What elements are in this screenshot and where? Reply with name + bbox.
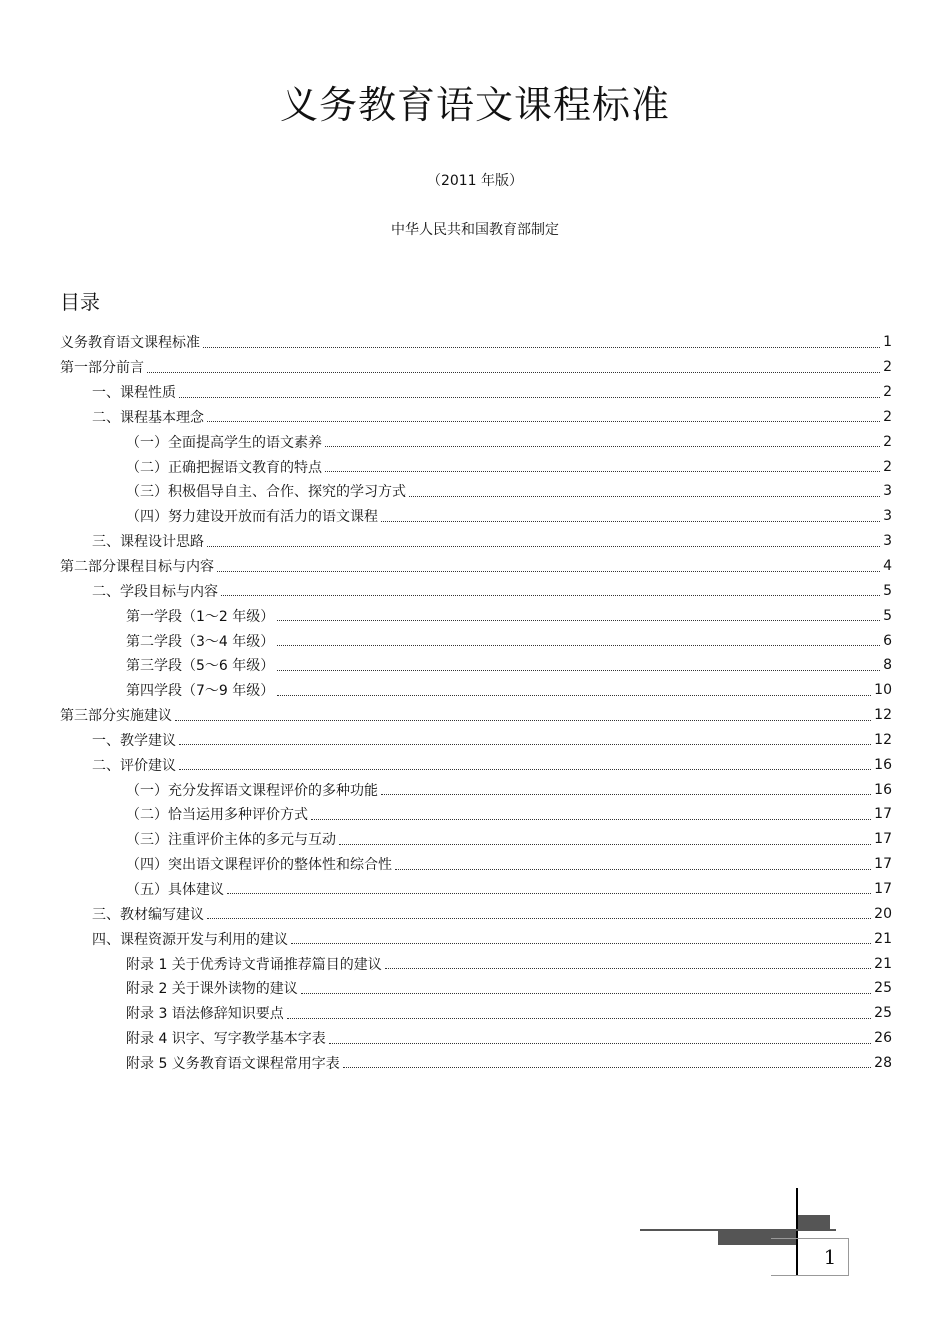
toc-entry-title: （五）具体建议 <box>126 881 224 898</box>
toc-entry-title: 第一部分前言 <box>60 360 144 377</box>
toc-entry[interactable] <box>60 703 892 728</box>
toc-entry-title: 附录 4 识字、写字教学基本字表 <box>126 1031 326 1048</box>
footer-dark-bar-right <box>798 1215 830 1229</box>
toc-entry-title: 二、学段目标与内容 <box>92 583 218 600</box>
toc-dot-leader <box>179 769 871 770</box>
toc-dot-leader <box>381 794 871 795</box>
toc-entry-page: 21 <box>874 955 892 972</box>
toc-entry-title: 第四学段（7～9 年级） <box>126 683 275 700</box>
toc-entry-page: 3 <box>883 508 892 525</box>
toc-entry[interactable] <box>60 951 892 976</box>
toc-entry[interactable] <box>60 777 892 802</box>
toc-entry[interactable] <box>60 653 892 678</box>
publisher-label: 中华人民共和国教育部制定 <box>391 222 559 238</box>
toc-entry-page: 2 <box>883 433 892 450</box>
toc-dot-leader <box>339 844 871 845</box>
toc-entry-page: 20 <box>874 905 892 922</box>
toc-entry-title: 第二部分课程目标与内容 <box>60 559 214 576</box>
toc-entry[interactable] <box>60 1050 892 1075</box>
toc-entry-title: （一）充分发挥语文课程评价的多种功能 <box>126 782 378 799</box>
page-number: 1 <box>823 1245 837 1269</box>
toc-heading-text: 目录 <box>60 290 100 314</box>
toc-dot-leader <box>217 571 880 572</box>
toc-dot-leader <box>329 1043 871 1044</box>
toc-dot-leader <box>179 744 871 745</box>
toc-dot-leader <box>325 446 880 447</box>
toc-entry-page: 25 <box>874 1005 892 1022</box>
toc-entry[interactable] <box>60 901 892 926</box>
toc-entry[interactable] <box>60 752 892 777</box>
toc-dot-leader <box>343 1067 871 1068</box>
toc-entry[interactable] <box>60 852 892 877</box>
toc-entry[interactable] <box>60 728 892 753</box>
toc-entry-page: 2 <box>883 384 892 401</box>
toc-entry-title: 第三部分实施建议 <box>60 708 172 725</box>
toc-dot-leader <box>175 720 871 721</box>
toc-dot-leader <box>409 496 880 497</box>
toc-dot-leader <box>277 620 880 621</box>
toc-dot-leader <box>277 645 880 646</box>
toc-entry-title: （四）努力建设开放而有活力的语文课程 <box>126 509 378 526</box>
toc-entry-title: 附录 1 关于优秀诗文背诵推荐篇目的建议 <box>126 956 382 973</box>
toc-entry[interactable] <box>60 1001 892 1026</box>
toc-entry-page: 3 <box>883 533 892 550</box>
toc-entry[interactable] <box>60 429 892 454</box>
toc-entry-page: 10 <box>874 682 892 699</box>
toc-entry[interactable] <box>60 802 892 827</box>
toc-dot-leader <box>287 1018 871 1019</box>
toc-entry-title: （二）正确把握语文教育的特点 <box>126 459 322 476</box>
toc-dot-leader <box>381 521 880 522</box>
toc-entry-title: 第一学段（1～2 年级） <box>126 608 275 625</box>
document-title: 义务教育语文课程标准 <box>279 83 670 127</box>
edition-label: （2011 年版） <box>426 173 524 189</box>
toc-entry[interactable] <box>60 504 892 529</box>
toc-entry[interactable] <box>60 529 892 554</box>
toc-entry-page: 25 <box>874 980 892 997</box>
toc-entry[interactable] <box>60 405 892 430</box>
toc-entry[interactable] <box>60 603 892 628</box>
toc-dot-leader <box>291 943 871 944</box>
toc-entry-page: 3 <box>883 483 892 500</box>
table-of-contents <box>60 330 892 1075</box>
toc-dot-leader <box>207 546 880 547</box>
toc-entry-title: 附录 5 义务教育语文课程常用字表 <box>126 1055 340 1072</box>
toc-entry-page: 1 <box>883 334 892 351</box>
toc-entry-title: 第三学段（5～6 年级） <box>126 658 275 675</box>
toc-entry-page: 2 <box>883 458 892 475</box>
toc-entry-page: 16 <box>874 756 892 773</box>
toc-entry[interactable] <box>60 578 892 603</box>
toc-dot-leader <box>207 421 880 422</box>
toc-entry[interactable] <box>60 877 892 902</box>
toc-dot-leader <box>277 695 871 696</box>
toc-entry-page: 28 <box>874 1054 892 1071</box>
toc-entry-page: 17 <box>874 856 892 873</box>
toc-heading <box>60 286 100 315</box>
toc-dot-leader <box>385 968 871 969</box>
toc-entry[interactable] <box>60 479 892 504</box>
toc-entry[interactable] <box>60 454 892 479</box>
toc-entry[interactable] <box>60 355 892 380</box>
toc-entry-title: （二）恰当运用多种评价方式 <box>126 807 308 824</box>
toc-entry-title: 第二学段（3～4 年级） <box>126 633 275 650</box>
toc-entry-title: 四、课程资源开发与利用的建议 <box>92 931 288 948</box>
toc-entry-page: 12 <box>874 707 892 724</box>
toc-dot-leader <box>203 347 880 348</box>
toc-dot-leader <box>207 918 871 919</box>
toc-entry[interactable] <box>60 554 892 579</box>
toc-dot-leader <box>147 372 880 373</box>
toc-entry-title: 义务教育语文课程标准 <box>60 335 200 352</box>
toc-entry[interactable] <box>60 380 892 405</box>
toc-dot-leader <box>277 670 880 671</box>
toc-entry[interactable] <box>60 1026 892 1051</box>
toc-entry[interactable] <box>60 330 892 355</box>
toc-entry-title: 附录 2 关于课外读物的建议 <box>126 981 298 998</box>
toc-entry[interactable] <box>60 976 892 1001</box>
toc-entry-title: （三）注重评价主体的多元与互动 <box>126 832 336 849</box>
toc-entry-page: 5 <box>883 607 892 624</box>
toc-entry-page: 8 <box>883 657 892 674</box>
toc-dot-leader <box>227 893 871 894</box>
toc-dot-leader <box>311 819 871 820</box>
toc-entry-page: 2 <box>883 359 892 376</box>
toc-entry-page: 4 <box>883 558 892 575</box>
toc-entry-title: 二、评价建议 <box>92 757 176 774</box>
toc-entry-title: 三、教材编写建议 <box>92 906 204 923</box>
toc-dot-leader <box>221 595 880 596</box>
toc-entry-title: 附录 3 语法修辞知识要点 <box>126 1006 284 1023</box>
toc-entry-page: 17 <box>874 880 892 897</box>
toc-entry-title: （四）突出语文课程评价的整体性和综合性 <box>126 857 392 874</box>
toc-entry-title: （三）积极倡导自主、合作、探究的学习方式 <box>126 484 406 501</box>
toc-dot-leader <box>325 471 880 472</box>
toc-entry[interactable] <box>60 678 892 703</box>
toc-entry-title: 二、课程基本理念 <box>92 409 204 426</box>
toc-entry-page: 6 <box>883 632 892 649</box>
toc-entry-title: （一）全面提高学生的语文素养 <box>126 434 322 451</box>
toc-dot-leader <box>179 397 880 398</box>
toc-entry-title: 一、课程性质 <box>92 385 176 402</box>
toc-entry-title: 三、课程设计思路 <box>92 534 204 551</box>
toc-entry-page: 12 <box>874 731 892 748</box>
toc-entry-page: 26 <box>874 1030 892 1047</box>
toc-entry-page: 21 <box>874 930 892 947</box>
toc-entry-page: 2 <box>883 408 892 425</box>
toc-entry[interactable] <box>60 827 892 852</box>
toc-entry[interactable] <box>60 926 892 951</box>
toc-entry-page: 16 <box>874 781 892 798</box>
toc-entry[interactable] <box>60 628 892 653</box>
toc-entry-page: 17 <box>874 831 892 848</box>
toc-dot-leader <box>395 869 871 870</box>
toc-entry-page: 5 <box>883 582 892 599</box>
toc-entry-page: 17 <box>874 806 892 823</box>
toc-entry-title: 一、教学建议 <box>92 732 176 749</box>
toc-dot-leader <box>301 993 871 994</box>
